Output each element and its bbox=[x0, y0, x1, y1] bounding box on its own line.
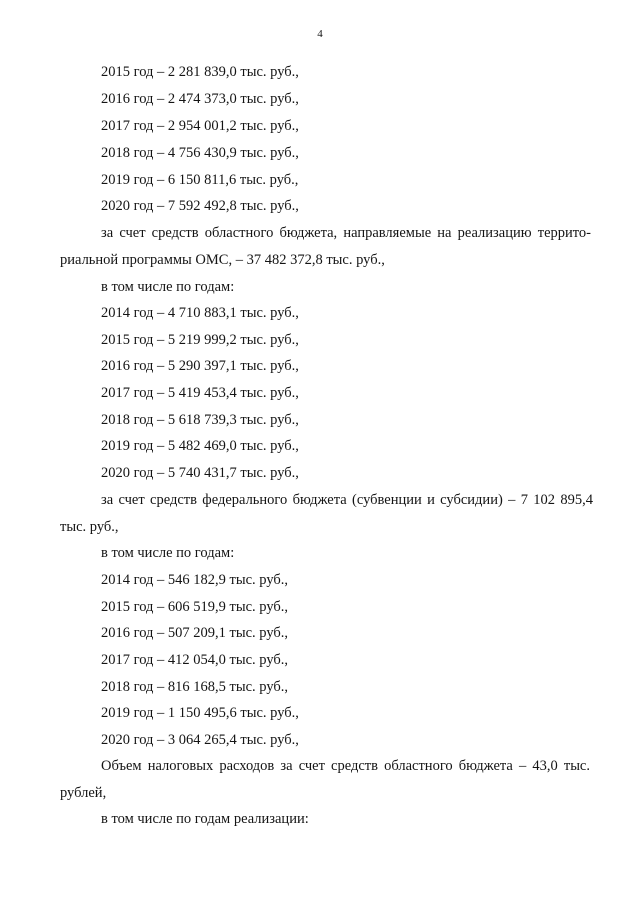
year-line: 2015 год – 2 281 839,0 тыс. руб., bbox=[101, 64, 299, 80]
year-line: 2016 год – 2 474 373,0 тыс. руб., bbox=[101, 91, 299, 107]
year-line: 2020 год – 5 740 431,7 тыс. руб., bbox=[101, 465, 299, 481]
year-line: 2020 год – 7 592 492,8 тыс. руб., bbox=[101, 198, 299, 214]
year-line: 2017 год – 5 419 453,4 тыс. руб., bbox=[101, 385, 299, 401]
year-line: 2020 год – 3 064 265,4 тыс. руб., bbox=[101, 732, 299, 748]
by-years-label: в том числе по годам: bbox=[101, 279, 235, 295]
year-line: 2014 год – 546 182,9 тыс. руб., bbox=[101, 572, 289, 588]
year-line: 2019 год – 5 482 469,0 тыс. руб., bbox=[101, 438, 299, 454]
year-line: 2017 год – 2 954 001,2 тыс. руб., bbox=[101, 118, 299, 134]
year-line: 2016 год – 507 209,1 тыс. руб., bbox=[101, 625, 289, 641]
federal-budget-paragraph-line: за счет средств федерального бюджета (субвенции и субсидии) – 7 102 895,4 bbox=[101, 492, 593, 508]
year-line: 2017 год – 412 054,0 тыс. руб., bbox=[101, 652, 289, 668]
year-line: 2016 год – 5 290 397,1 тыс. руб., bbox=[101, 358, 299, 374]
federal-budget-paragraph-line: тыс. руб., bbox=[60, 519, 119, 535]
regional-budget-paragraph-line: риальной программы ОМС, – 37 482 372,8 тыс. руб., bbox=[60, 252, 385, 268]
by-years-label: в том числе по годам: bbox=[101, 545, 235, 561]
year-line: 2018 год – 816 168,5 тыс. руб., bbox=[101, 679, 289, 695]
year-line: 2018 год – 5 618 739,3 тыс. руб., bbox=[101, 412, 299, 428]
year-line: 2015 год – 606 519,9 тыс. руб., bbox=[101, 599, 289, 615]
page-number: 4 bbox=[317, 28, 323, 40]
year-line: 2014 год – 4 710 883,1 тыс. руб., bbox=[101, 305, 299, 321]
year-line: 2015 год – 5 219 999,2 тыс. руб., bbox=[101, 332, 299, 348]
tax-expenses-paragraph-line: рублей, bbox=[60, 785, 107, 801]
tax-expenses-paragraph-line: Объем налоговых расходов за счет средств областного бюджета – 43,0 тыс. bbox=[101, 758, 590, 774]
year-line: 2019 год – 6 150 811,6 тыс. руб., bbox=[101, 172, 299, 188]
regional-budget-paragraph-line: за счет средств областного бюджета, направляемые на реализацию террито- bbox=[101, 225, 591, 241]
year-line: 2019 год – 1 150 495,6 тыс. руб., bbox=[101, 705, 299, 721]
year-line: 2018 год – 4 756 430,9 тыс. руб., bbox=[101, 145, 299, 161]
by-years-implementation-label: в том числе по годам реализации: bbox=[101, 811, 309, 827]
